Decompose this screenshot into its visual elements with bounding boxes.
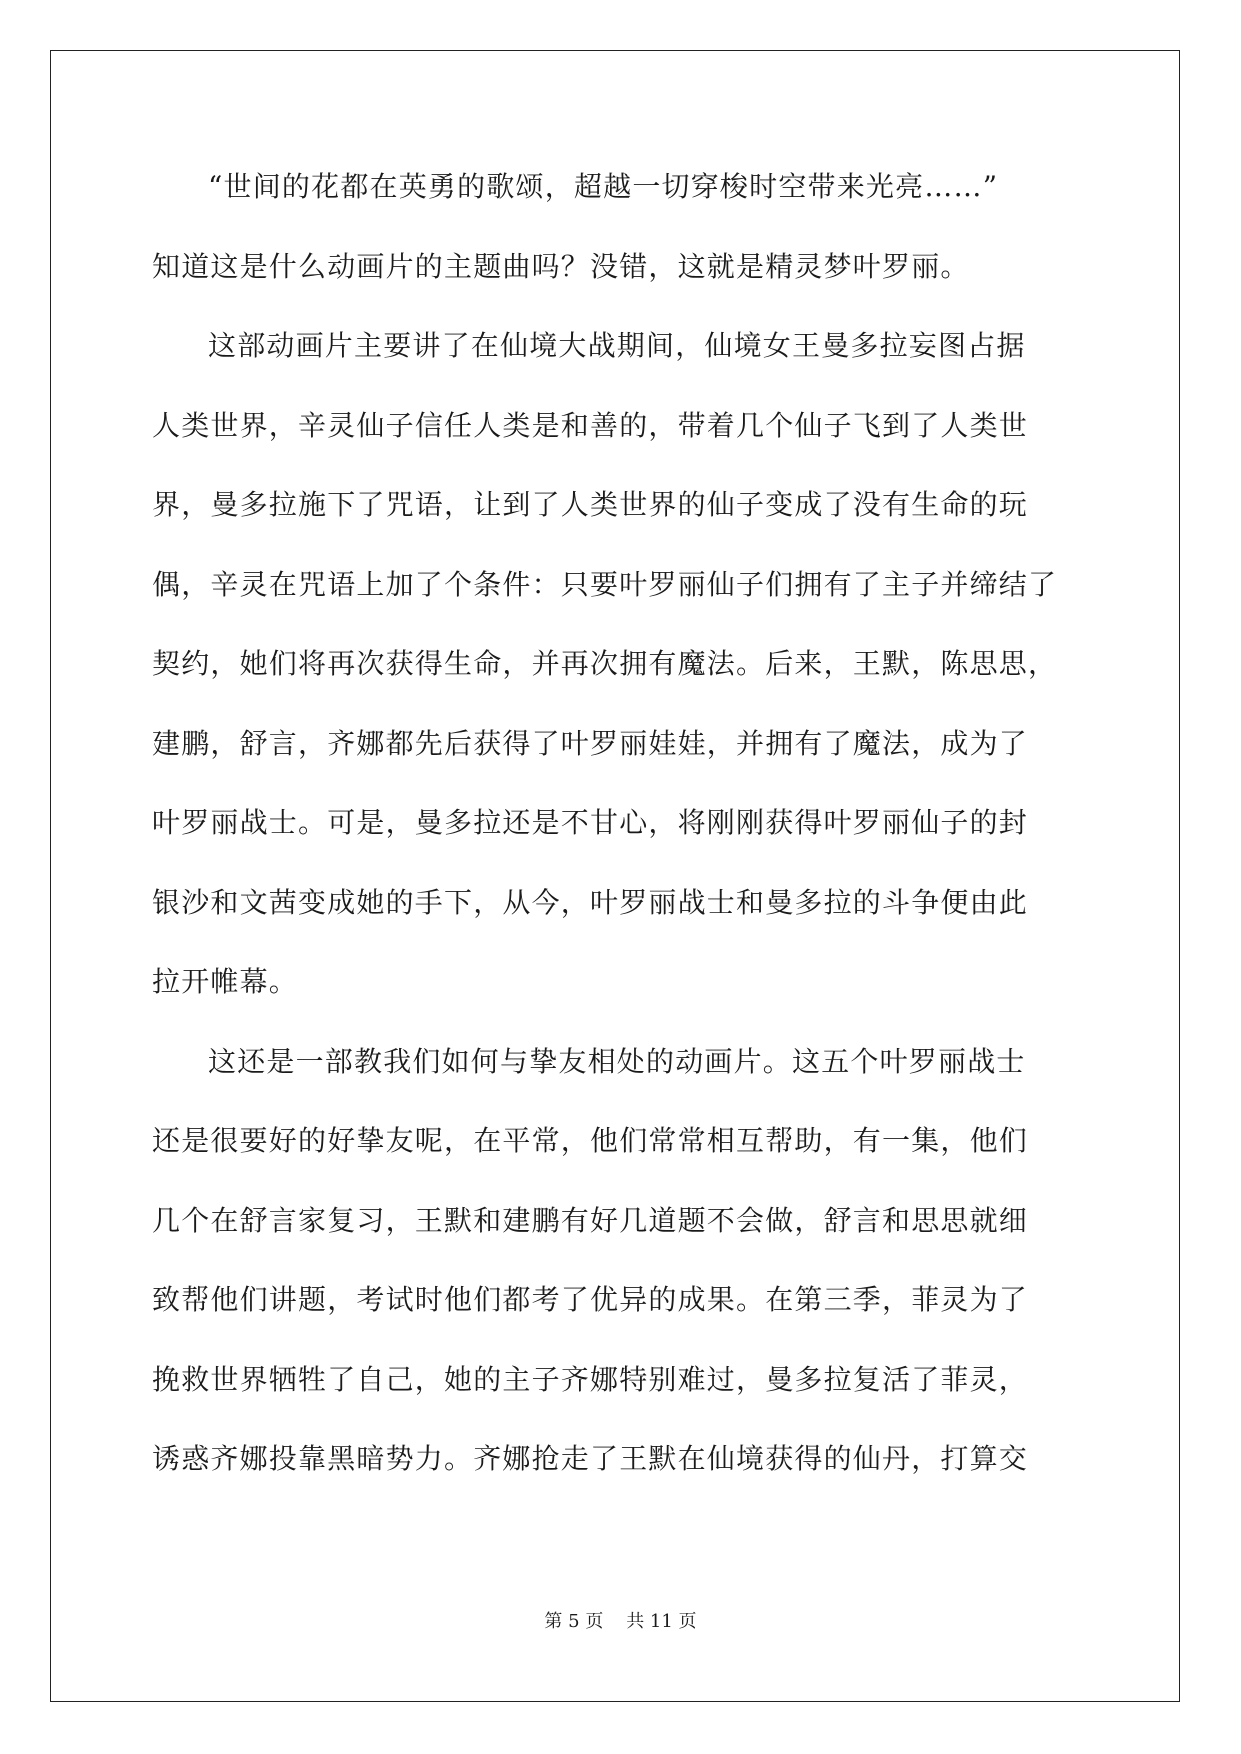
text-line: 契约，她们将再次获得生命，并再次拥有魔法。后来，王默，陈思思， bbox=[152, 647, 1058, 680]
text-line: 诱惑齐娜投靠黑暗势力。齐娜抢走了王默在仙境获得的仙丹，打算交 bbox=[152, 1442, 1029, 1475]
text-line: 建鹏，舒言，齐娜都先后获得了叶罗丽娃娃，并拥有了魔法，成为了 bbox=[152, 726, 1029, 760]
text-line: 银沙和文茜变成她的手下，从今，叶罗丽战士和曼多拉的斗争便由此 bbox=[152, 885, 1029, 919]
text-line: 知道这是什么动画片的主题曲吗？没错，这就是精灵梦叶罗丽。 bbox=[152, 249, 970, 283]
text-line: 还是很要好的好挚友呢，在平常，他们常常相互帮助，有一集，他们 bbox=[152, 1124, 1029, 1157]
text-line: 这部动画片主要讲了在仙境大战期间，仙境女王曼多拉妄图占据 bbox=[208, 329, 1026, 362]
text-line: 拉开帷幕。 bbox=[152, 965, 299, 998]
text-line: 偶，辛灵在咒语上加了个条件：只要叶罗丽仙子们拥有了主子并缔结了 bbox=[152, 567, 1058, 601]
page-number-footer: 第 5 页 共 11 页 bbox=[544, 1611, 697, 1632]
text-line: 人类世界，辛灵仙子信任人类是和善的，带着几个仙子飞到了人类世 bbox=[152, 408, 1029, 442]
text-line: 这还是一部教我们如何与挚友相处的动画片。这五个叶罗丽战士 bbox=[208, 1044, 1026, 1078]
document-body bbox=[152, 147, 1092, 1499]
text-line: 挽救世界牺牲了自己，她的主子齐娜特别难过，曼多拉复活了菲灵， bbox=[152, 1362, 1029, 1396]
text-line: 界，曼多拉施下了咒语，让到了人类世界的仙子变成了没有生命的玩 bbox=[152, 488, 1029, 521]
text-line: 叶罗丽战士。可是，曼多拉还是不甘心，将刚刚获得叶罗丽仙子的封 bbox=[152, 806, 1029, 839]
text-line: 致帮他们讲题，考试时他们都考了优异的成果。在第三季，菲灵为了 bbox=[152, 1283, 1029, 1316]
text-line: “世间的花都在英勇的歌颂，超越一切穿梭时空带来光亮……” bbox=[208, 170, 999, 203]
text-line: 几个在舒言家复习，王默和建鹏有好几道题不会做，舒言和思思就细 bbox=[152, 1203, 1029, 1237]
